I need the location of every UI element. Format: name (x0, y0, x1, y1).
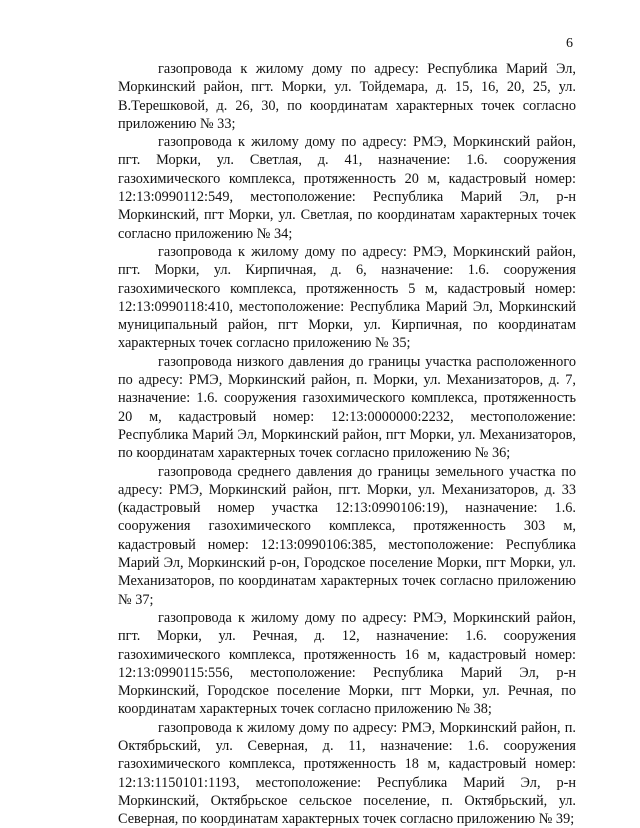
paragraph-pipeline-appendix-38: газопровода к жилому дому по адресу: РМЭ, Моркинский район, пгт. Морки, ул. Речная, д. 12, назначение: 1.6. сооружения газохимического комплекса, протяженность 16 м, кадастровый номер: 12:13:0990115:556, местоположение: Республика Марий Эл, р-н Моркинский, Городское поселение Морки, пгт Морки, ул. Речная, по координатам характерных точек согласно приложению № 38; (118, 609, 576, 718)
document-body (118, 60, 576, 828)
paragraph-pipeline-appendix-39: газопровода к жилому дому по адресу: РМЭ, Моркинский район, п. Октябрьский, ул. Северная, д. 11, назначение: 1.6. сооружения газохимического комплекса, протяженность 18 м, кадастровый номер: 12:13:1150101:1193, местоположение: Республика Марий Эл, р-н Моркинский, Октябрьское сельское поселение, п. Октябрьский, ул. Северная, по координатам характерных точек согласно приложению № 39; (118, 719, 576, 828)
page-number: 6 (566, 36, 573, 51)
paragraph-pipeline-appendix-34: газопровода к жилому дому по адресу: РМЭ, Моркинский район, пгт. Морки, ул. Светлая, д. 41, назначение: 1.6. сооружения газохимического комплекса, протяженность 20 м, кадастровый номер: 12:13:0990112:549, местоположение: Республика Марий Эл, р-н Моркинский, пгт Морки, ул. Светлая, по координатам характерных точек согласно приложению № 34; (118, 134, 576, 242)
paragraph-pipeline-appendix-36: газопровода низкого давления до границы участка расположенного по адресу: РМЭ, Моркинский район, п. Морки, ул. Механизаторов, д. 7, назначение: 1.6. сооружения газохимического комплекса, протяженность 20 м, кадастровый номер: 12:13:0000000:2232, местоположение: Республика Марий Эл, Моркинский район, пгт Морки, ул. Механизаторов, по координатам характерных точек согласно приложению № 36; (118, 353, 576, 462)
paragraph-pipeline-appendix-37: газопровода среднего давления до границы земельного участка по адресу: РМЭ, Моркинский район, пгт. Морки, ул. Механизаторов, д. 33 (кадастровый номер участка 12:13:0990106:19), назначение: 1.6. сооружения газохимического комплекса, протяженность 303 м, кадастровый номер: 12:13:0990106:385, местоположение: Республика Марий Эл, Моркинский р-он, Городское поселение Морки, пгт Морки, ул. Механизаторов, по координатам характерных точек согласно приложению № 37; (118, 463, 576, 608)
paragraph-pipeline-appendix-33: газопровода к жилому дому по адресу: Республика Марий Эл, Моркинский район, пгт. Морки, ул. Тойдемара, д. 15, 16, 20, 25, ул. В.Терешковой, д. 26, 30, по координатам характерных точек согласно приложению № 33; (118, 61, 576, 132)
paragraph-pipeline-appendix-35: газопровода к жилому дому по адресу: РМЭ, Моркинский район, пгт. Морки, ул. Кирпичная, д. 6, назначение: 1.6. сооружения газохимического комплекса, протяженность 5 м, кадастровый номер: 12:13:0990118:410, местоположение: Республика Марий Эл, Моркинский муниципальный район, пгт Морки, ул. Кирпичная, по координатам характерных точек согласно приложению № 35; (118, 243, 576, 352)
